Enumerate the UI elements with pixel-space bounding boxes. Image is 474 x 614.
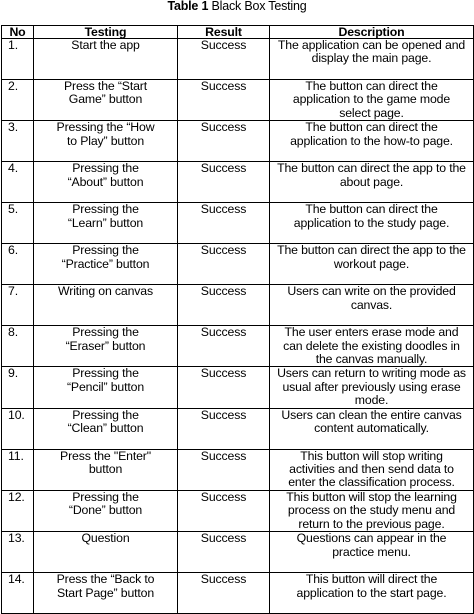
cell-description — [270, 532, 474, 573]
cell-description — [270, 162, 474, 203]
table-row — [2, 573, 474, 614]
description-line: The user enters erase mode and — [284, 325, 459, 340]
description-line: Users can clean the entire canvas — [281, 407, 462, 422]
description-line: return to the previous page. — [298, 516, 445, 531]
cell-no: 5. — [2, 203, 34, 244]
cell-no: 10. — [2, 408, 34, 449]
description-line: The button can direct the — [305, 120, 438, 135]
cell-result: Success — [178, 80, 270, 121]
cell-description — [270, 367, 474, 408]
table-row — [2, 244, 474, 285]
cell-description — [270, 326, 474, 367]
cell-result: Success — [178, 203, 270, 244]
cell-no: 14. — [2, 573, 34, 614]
cell-result: Success — [178, 121, 270, 162]
testing-line: “Practice” button — [61, 256, 150, 271]
cell-description — [270, 39, 474, 80]
cell-no: 8. — [2, 326, 34, 367]
description-line: Users can return to writing mode as — [277, 366, 466, 381]
description-line: Questions can appear in the — [296, 531, 447, 546]
testing-line: “Clean” button — [67, 421, 144, 436]
testing-line: “Done” button — [68, 503, 143, 518]
testing-line: Game” button — [68, 92, 143, 107]
cell-description — [270, 408, 474, 449]
table-row — [2, 532, 474, 573]
cell-result: Success — [178, 39, 270, 80]
table-row — [2, 39, 474, 80]
description-line: about page. — [339, 174, 404, 189]
description-line: Users can write on the provided — [287, 284, 456, 299]
testing-line: “Pencil” button — [66, 379, 145, 394]
table-row — [2, 285, 474, 326]
description-line: application to the study page. — [293, 215, 450, 230]
description-line: canvas. — [350, 297, 393, 312]
table-body — [2, 39, 474, 614]
cell-result: Success — [178, 285, 270, 326]
description-line: The button can direct the app to the — [277, 243, 466, 258]
description-line: This button will stop writing — [300, 448, 443, 463]
cell-no: 1. — [2, 39, 34, 80]
cell-testing — [34, 203, 178, 244]
cell-result: Success — [178, 490, 270, 531]
table-row — [2, 121, 474, 162]
cell-no: 12. — [2, 490, 34, 531]
testing-line: Press the “Back to — [56, 572, 155, 587]
cell-description — [270, 244, 474, 285]
cell-description — [270, 203, 474, 244]
cell-result: Success — [178, 244, 270, 285]
header-row — [2, 26, 474, 39]
testing-line: Pressing the — [72, 161, 139, 176]
table-row — [2, 162, 474, 203]
description-line: enter the classification process. — [288, 475, 455, 490]
description-line: content automatically. — [314, 421, 429, 436]
cell-description — [270, 449, 474, 490]
description-line: display the main page. — [311, 51, 432, 66]
table-title: Black Box Testing — [211, 0, 307, 13]
cell-testing — [34, 490, 178, 531]
cell-testing — [34, 162, 178, 203]
cell-testing — [34, 121, 178, 162]
description-line: select page. — [339, 105, 404, 120]
table-row — [2, 490, 474, 531]
header-result: Result — [178, 26, 270, 39]
description-line: practice menu. — [332, 544, 411, 559]
cell-no: 9. — [2, 367, 34, 408]
cell-no: 2. — [2, 80, 34, 121]
testing-line: Start Page” button — [56, 585, 155, 600]
testing-line: “About” button — [67, 174, 144, 189]
cell-no: 4. — [2, 162, 34, 203]
cell-testing — [34, 80, 178, 121]
black-box-testing-table — [1, 25, 474, 614]
cell-no: 7. — [2, 285, 34, 326]
testing-line: Pressing the — [72, 325, 139, 340]
cell-result: Success — [178, 408, 270, 449]
cell-no: 6. — [2, 244, 34, 285]
testing-line: Pressing the “How — [56, 120, 155, 135]
description-line: The button can direct the — [305, 202, 438, 217]
cell-testing — [34, 285, 178, 326]
cell-testing — [34, 39, 178, 80]
cell-testing — [34, 532, 178, 573]
cell-testing — [34, 408, 178, 449]
testing-line: to Play” button — [66, 133, 145, 148]
cell-result: Success — [178, 162, 270, 203]
cell-result: Success — [178, 326, 270, 367]
description-line: application to the game mode — [292, 92, 451, 107]
cell-result: Success — [178, 573, 270, 614]
header-no: No — [2, 26, 34, 39]
table-row — [2, 80, 474, 121]
description-line: The button can direct the — [305, 79, 438, 93]
testing-line: Pressing the — [72, 243, 139, 258]
table-row — [2, 326, 474, 367]
description-line: activities and then send data to — [289, 462, 454, 477]
testing-line: Press the “Start — [63, 79, 148, 93]
description-line: This button will stop the learning — [286, 489, 457, 504]
table-number: Table 1 — [167, 0, 209, 13]
cell-description — [270, 80, 474, 121]
cell-testing — [34, 367, 178, 408]
description-line: usual after previously using erase — [282, 379, 461, 394]
description-line: The button can direct the app to the — [277, 161, 466, 176]
cell-result: Success — [178, 449, 270, 490]
cell-no: 11. — [2, 449, 34, 490]
testing-line: Pressing the — [72, 366, 139, 381]
testing-line: Press the "Enter" — [60, 448, 151, 463]
testing-line: Writing on canvas — [58, 284, 153, 299]
cell-testing — [34, 573, 178, 614]
testing-line: Pressing the — [72, 489, 139, 504]
cell-description — [270, 490, 474, 531]
cell-no: 13. — [2, 532, 34, 573]
cell-testing — [34, 244, 178, 285]
table-caption — [0, 0, 474, 12]
description-line: mode. — [354, 393, 389, 408]
table-row — [2, 408, 474, 449]
table-row — [2, 449, 474, 490]
testing-line: “Learn” button — [67, 215, 144, 230]
description-line: This button will direct the — [305, 572, 438, 587]
cell-no: 3. — [2, 121, 34, 162]
testing-line: Pressing the — [72, 407, 139, 422]
cell-description — [270, 121, 474, 162]
header-description: Description — [270, 26, 474, 39]
cell-testing — [34, 326, 178, 367]
cell-result: Success — [178, 367, 270, 408]
testing-line: Question — [81, 531, 130, 546]
cell-testing — [34, 449, 178, 490]
table-row — [2, 367, 474, 408]
description-line: The application can be opened and — [277, 38, 466, 52]
table-row — [2, 203, 474, 244]
description-line: process on the study menu and — [287, 503, 456, 518]
cell-result: Success — [178, 532, 270, 573]
header-testing: Testing — [34, 26, 178, 39]
description-line: application to the start page. — [296, 585, 447, 600]
testing-line: Pressing the — [72, 202, 139, 217]
testing-line: Start the app — [71, 38, 140, 52]
description-line: the canvas manually. — [315, 352, 428, 367]
cell-description — [270, 285, 474, 326]
cell-description — [270, 573, 474, 614]
testing-line: “Eraser” button — [65, 338, 146, 353]
description-line: workout page. — [333, 256, 410, 271]
testing-line: button — [88, 462, 123, 477]
description-line: can delete the existing doodles in — [283, 338, 460, 353]
description-line: application to the how-to page. — [290, 133, 453, 148]
